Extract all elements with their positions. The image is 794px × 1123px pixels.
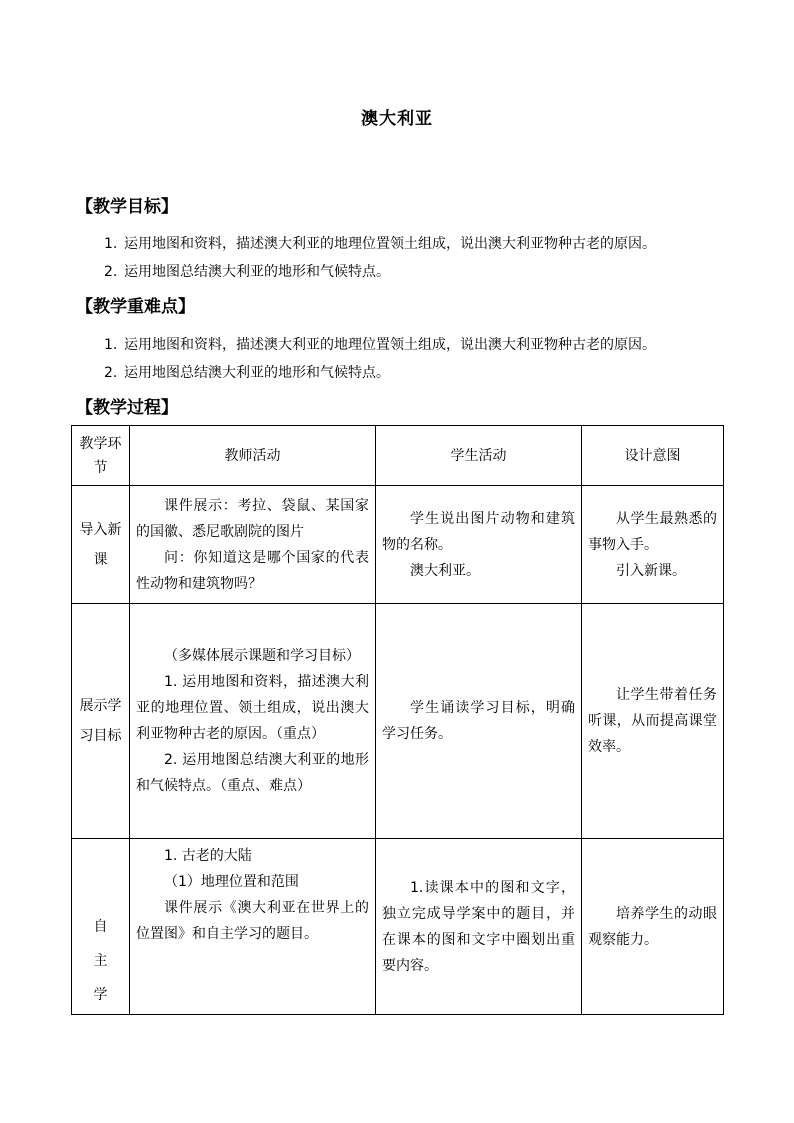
objectives-heading: 【教学目标】 bbox=[76, 197, 178, 217]
teacher-cell bbox=[130, 486, 376, 604]
objective-item-1 bbox=[104, 233, 656, 253]
page-title: 澳大利亚 bbox=[361, 109, 433, 129]
teacher-paragraph: 课件展示《澳大利亚在世界上的位置图》和自主学习的题目。 bbox=[136, 900, 369, 942]
stage-char: 主 bbox=[93, 953, 108, 969]
header-intent: 设计意图 bbox=[582, 426, 724, 486]
objective-num-1: 1. bbox=[104, 236, 118, 252]
intent-paragraph: 培养学生的动眼观察能力。 bbox=[588, 905, 717, 948]
teacher-paragraph: 1. 运用地图和资料，描述澳大利亚的地理位置、领土组成，说出澳大利亚物种古老的原因。（重点） bbox=[136, 674, 369, 742]
objective-text-2: 运用地图总结澳大利亚的地形和气候特点。 bbox=[124, 264, 390, 280]
teacher-paragraph: 课件展示：考拉、袋鼠、某国家的国徽、悉尼歌剧院的图片 bbox=[136, 497, 369, 540]
key-points-heading: 【教学重难点】 bbox=[76, 297, 195, 317]
student-cell bbox=[376, 604, 582, 839]
student-cell bbox=[376, 839, 582, 1015]
table-header-row bbox=[72, 426, 724, 486]
student-cell bbox=[376, 486, 582, 604]
stage-char: 自 bbox=[93, 919, 108, 935]
intent-cell bbox=[582, 839, 724, 1015]
key-point-text-1: 运用地图和资料，描述澳大利亚的地理位置领土组成，说出澳大利亚物种古老的原因。 bbox=[124, 337, 656, 353]
table-row bbox=[72, 604, 724, 839]
table-row bbox=[72, 486, 724, 604]
student-paragraph: 学生诵读学习目标，明确学习任务。 bbox=[382, 700, 575, 742]
stage-vertical-text bbox=[78, 910, 123, 1012]
intent-cell bbox=[582, 604, 724, 839]
key-point-text-2: 运用地图总结澳大利亚的地形和气候特点。 bbox=[124, 365, 390, 381]
key-point-num-2: 2. bbox=[104, 365, 118, 381]
process-heading: 【教学过程】 bbox=[76, 398, 178, 418]
teacher-cell bbox=[130, 839, 376, 1015]
student-paragraph: 1.读课本中的图和文字，独立完成导学案中的题目，并在课本的图和文字中圈划出重要内容。 bbox=[382, 879, 575, 974]
header-teacher: 教师活动 bbox=[130, 426, 376, 486]
table-row bbox=[72, 839, 724, 1015]
intent-paragraph: 让学生带着任务听课，从而提高课堂效率。 bbox=[588, 687, 717, 755]
intent-paragraph: 引入新课。 bbox=[616, 562, 686, 579]
teacher-paragraph: 1. 古老的大陆 bbox=[164, 848, 252, 864]
teacher-paragraph: （多媒体展示课题和学习目标） bbox=[164, 648, 360, 664]
teacher-paragraph: （1）地理位置和范围 bbox=[164, 874, 299, 890]
stage-cell bbox=[72, 839, 130, 1015]
objective-text-1: 运用地图和资料，描述澳大利亚的地理位置领土组成，说出澳大利亚物种古老的原因。 bbox=[124, 236, 656, 252]
teacher-cell bbox=[130, 604, 376, 839]
stage-char: 学 bbox=[93, 987, 108, 1003]
key-point-item-2 bbox=[104, 362, 390, 382]
key-point-num-1: 1. bbox=[104, 337, 118, 353]
intent-cell bbox=[582, 486, 724, 604]
student-paragraph: 澳大利亚。 bbox=[410, 562, 480, 579]
teacher-paragraph: 2. 运用地图总结澳大利亚的地形和气候特点。（重点、难点） bbox=[136, 752, 369, 794]
stage-cell: 导入新课 bbox=[72, 486, 130, 604]
key-point-item-1 bbox=[104, 334, 656, 354]
student-paragraph: 学生说出图片动物和建筑物的名称。 bbox=[382, 510, 575, 553]
stage-cell: 展示学习目标 bbox=[72, 604, 130, 839]
teaching-process-table bbox=[71, 425, 724, 1015]
header-stage: 教学环节 bbox=[72, 426, 130, 486]
header-student: 学生活动 bbox=[376, 426, 582, 486]
intent-paragraph: 从学生最熟悉的事物入手。 bbox=[588, 510, 717, 553]
objective-num-2: 2. bbox=[104, 264, 118, 280]
teacher-paragraph: 问：你知道这是哪个国家的代表性动物和建筑物吗？ bbox=[136, 549, 369, 592]
objective-item-2 bbox=[104, 261, 390, 281]
